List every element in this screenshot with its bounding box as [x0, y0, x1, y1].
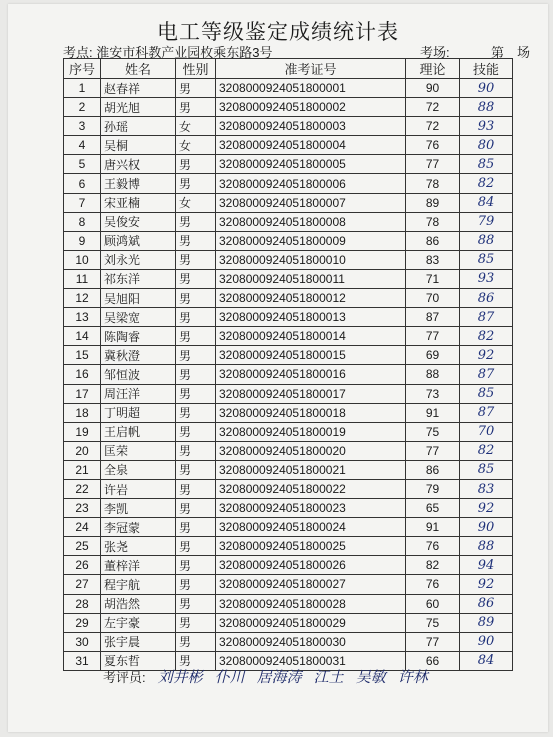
cell-index: 19: [64, 422, 101, 441]
cell-name: 祁东洋: [101, 269, 176, 288]
cell-skill-score: 88: [460, 231, 513, 250]
cell-gender: 男: [176, 632, 216, 651]
table-row: [64, 308, 513, 327]
header-gender: 性别: [176, 59, 216, 79]
examiner-label: 考评员:: [103, 670, 146, 685]
cell-ticket-number: 3208000924051800002: [216, 98, 406, 117]
cell-ticket-number: 3208000924051800017: [216, 384, 406, 403]
page-title: 电工等级鉴定成绩统计表: [157, 21, 399, 44]
cell-gender: 男: [176, 155, 216, 174]
cell-name: 宋亚楠: [101, 193, 176, 212]
cell-gender: 男: [176, 174, 216, 193]
cell-skill-score: 87: [460, 308, 513, 327]
cell-ticket-number: 3208000924051800020: [216, 441, 406, 460]
exam-room-value: 第 场: [490, 45, 530, 60]
table-row: [64, 594, 513, 613]
cell-gender: 男: [176, 460, 216, 479]
cell-index: 13: [64, 308, 101, 327]
cell-skill-score: 93: [460, 269, 513, 288]
cell-gender: 男: [176, 499, 216, 518]
cell-gender: 女: [176, 117, 216, 136]
cell-index: 28: [64, 594, 101, 613]
cell-ticket-number: 3208000924051800029: [216, 613, 406, 632]
cell-index: 6: [64, 174, 101, 193]
table-row: [64, 250, 513, 269]
cell-gender: 男: [176, 651, 216, 670]
cell-gender: 男: [176, 556, 216, 575]
table-body: [64, 79, 513, 671]
cell-gender: 男: [176, 98, 216, 117]
cell-index: 29: [64, 613, 101, 632]
cell-gender: 男: [176, 537, 216, 556]
table-row: [64, 613, 513, 632]
cell-gender: 男: [176, 365, 216, 384]
table-row: [64, 632, 513, 651]
cell-theory-score: 82: [406, 556, 460, 575]
cell-skill-score: 90: [460, 632, 513, 651]
cell-ticket-number: 3208000924051800024: [216, 518, 406, 537]
table-row: [64, 441, 513, 460]
cell-theory-score: 76: [406, 136, 460, 155]
cell-index: 22: [64, 479, 101, 498]
table-row: [64, 346, 513, 365]
cell-name: 胡浩然: [101, 594, 176, 613]
cell-name: 左宇豪: [101, 613, 176, 632]
cell-theory-score: 88: [406, 365, 460, 384]
cell-gender: 男: [176, 613, 216, 632]
table-row: [64, 327, 513, 346]
cell-index: 8: [64, 212, 101, 231]
cell-name: 张宇晨: [101, 632, 176, 651]
signature: 许林: [397, 668, 428, 686]
cell-ticket-number: 3208000924051800027: [216, 575, 406, 594]
cell-ticket-number: 3208000924051800008: [216, 212, 406, 231]
cell-index: 30: [64, 632, 101, 651]
cell-name: 李冠蒙: [101, 518, 176, 537]
cell-name: 邹恒波: [101, 365, 176, 384]
header-name: 姓名: [101, 59, 176, 79]
cell-skill-score: 94: [460, 556, 513, 575]
header-theory: 理论: [406, 59, 460, 79]
cell-ticket-number: 3208000924051800030: [216, 632, 406, 651]
cell-index: 15: [64, 346, 101, 365]
cell-skill-score: 88: [460, 98, 513, 117]
cell-name: 冀秋澄: [101, 346, 176, 365]
table-row: [64, 403, 513, 422]
cell-index: 12: [64, 289, 101, 308]
table-row: [64, 365, 513, 384]
cell-theory-score: 60: [406, 594, 460, 613]
cell-ticket-number: 3208000924051800014: [216, 327, 406, 346]
cell-name: 程宇航: [101, 575, 176, 594]
cell-index: 14: [64, 327, 101, 346]
signature: 仆川: [214, 668, 245, 686]
cell-skill-score: 86: [460, 594, 513, 613]
cell-theory-score: 72: [406, 117, 460, 136]
cell-gender: 男: [176, 269, 216, 288]
cell-theory-score: 77: [406, 327, 460, 346]
cell-theory-score: 83: [406, 250, 460, 269]
cell-skill-score: 85: [460, 155, 513, 174]
cell-gender: 男: [176, 308, 216, 327]
cell-ticket-number: 3208000924051800022: [216, 479, 406, 498]
exam-site: 考点: 淮安市科教产业园枚乘东路3号: [63, 45, 273, 60]
cell-index: 31: [64, 651, 101, 670]
cell-index: 9: [64, 231, 101, 250]
table-header-row: [64, 59, 513, 79]
cell-theory-score: 65: [406, 499, 460, 518]
table-row: [64, 556, 513, 575]
cell-skill-score: 82: [460, 441, 513, 460]
score-table: [63, 58, 513, 671]
cell-ticket-number: 3208000924051800026: [216, 556, 406, 575]
exam-room-label: 考场:: [420, 45, 450, 60]
cell-name: 胡光旭: [101, 98, 176, 117]
cell-gender: 男: [176, 289, 216, 308]
cell-name: 陈陶睿: [101, 327, 176, 346]
cell-gender: 男: [176, 441, 216, 460]
cell-theory-score: 75: [406, 613, 460, 632]
cell-ticket-number: 3208000924051800009: [216, 231, 406, 250]
cell-theory-score: 89: [406, 193, 460, 212]
cell-gender: 男: [176, 384, 216, 403]
cell-ticket-number: 3208000924051800013: [216, 308, 406, 327]
cell-name: 夏东哲: [101, 651, 176, 670]
cell-theory-score: 91: [406, 518, 460, 537]
cell-name: 张尧: [101, 537, 176, 556]
signature: 江土: [313, 668, 344, 686]
signature: 刘井彬: [157, 668, 203, 686]
cell-skill-score: 84: [460, 651, 513, 670]
cell-index: 2: [64, 98, 101, 117]
cell-theory-score: 87: [406, 308, 460, 327]
cell-gender: 男: [176, 518, 216, 537]
table-row: [64, 174, 513, 193]
cell-name: 周汪洋: [101, 384, 176, 403]
cell-skill-score: 85: [460, 250, 513, 269]
cell-index: 17: [64, 384, 101, 403]
cell-skill-score: 70: [460, 422, 513, 441]
cell-gender: 女: [176, 136, 216, 155]
table-row: [64, 575, 513, 594]
cell-skill-score: 90: [460, 518, 513, 537]
cell-name: 匡荣: [101, 441, 176, 460]
cell-theory-score: 76: [406, 537, 460, 556]
cell-ticket-number: 3208000924051800011: [216, 269, 406, 288]
cell-skill-score: 88: [460, 537, 513, 556]
table-row: [64, 289, 513, 308]
cell-index: 25: [64, 537, 101, 556]
cell-ticket-number: 3208000924051800019: [216, 422, 406, 441]
cell-skill-score: 92: [460, 499, 513, 518]
cell-gender: 男: [176, 250, 216, 269]
table-row: [64, 231, 513, 250]
cell-skill-score: 87: [460, 403, 513, 422]
table-row: [64, 499, 513, 518]
cell-name: 董梓洋: [101, 556, 176, 575]
table-row: [64, 479, 513, 498]
cell-index: 16: [64, 365, 101, 384]
cell-theory-score: 77: [406, 632, 460, 651]
cell-theory-score: 78: [406, 212, 460, 231]
examiner-footer: [103, 666, 428, 687]
cell-name: 吴俊安: [101, 212, 176, 231]
cell-ticket-number: 3208000924051800007: [216, 193, 406, 212]
cell-index: 20: [64, 441, 101, 460]
cell-name: 刘永光: [101, 250, 176, 269]
cell-skill-score: 84: [460, 193, 513, 212]
cell-index: 18: [64, 403, 101, 422]
cell-gender: 男: [176, 403, 216, 422]
cell-skill-score: 83: [460, 479, 513, 498]
cell-theory-score: 72: [406, 98, 460, 117]
cell-index: 11: [64, 269, 101, 288]
cell-gender: 男: [176, 231, 216, 250]
table-row: [64, 518, 513, 537]
table-row: [64, 422, 513, 441]
cell-ticket-number: 3208000924051800004: [216, 136, 406, 155]
cell-ticket-number: 3208000924051800018: [216, 403, 406, 422]
cell-index: 27: [64, 575, 101, 594]
table-row: [64, 193, 513, 212]
table-row: [64, 117, 513, 136]
cell-index: 21: [64, 460, 101, 479]
cell-index: 5: [64, 155, 101, 174]
score-sheet: [8, 4, 548, 732]
cell-skill-score: 87: [460, 365, 513, 384]
cell-skill-score: 82: [460, 327, 513, 346]
cell-name: 赵春祥: [101, 79, 176, 98]
cell-index: 3: [64, 117, 101, 136]
cell-index: 10: [64, 250, 101, 269]
cell-name: 全泉: [101, 460, 176, 479]
cell-ticket-number: 3208000924051800015: [216, 346, 406, 365]
cell-index: 24: [64, 518, 101, 537]
cell-skill-score: 85: [460, 384, 513, 403]
cell-skill-score: 92: [460, 346, 513, 365]
cell-ticket-number: 3208000924051800010: [216, 250, 406, 269]
cell-ticket-number: 3208000924051800031: [216, 651, 406, 670]
table-row: [64, 136, 513, 155]
cell-name: 孙瑶: [101, 117, 176, 136]
table-row: [64, 98, 513, 117]
cell-theory-score: 91: [406, 403, 460, 422]
cell-ticket-number: 3208000924051800005: [216, 155, 406, 174]
cell-skill-score: 80: [460, 136, 513, 155]
table-row: [64, 79, 513, 98]
cell-theory-score: 78: [406, 174, 460, 193]
cell-index: 7: [64, 193, 101, 212]
table-row: [64, 212, 513, 231]
table-row: [64, 155, 513, 174]
cell-theory-score: 77: [406, 441, 460, 460]
cell-skill-score: 93: [460, 117, 513, 136]
table-row: [64, 384, 513, 403]
header-ticket-number: 准考证号: [216, 59, 406, 79]
cell-ticket-number: 3208000924051800001: [216, 79, 406, 98]
cell-gender: 男: [176, 594, 216, 613]
header-skill: 技能: [460, 59, 513, 79]
header-index: 序号: [64, 59, 101, 79]
cell-theory-score: 69: [406, 346, 460, 365]
cell-name: 许岩: [101, 479, 176, 498]
cell-skill-score: 86: [460, 289, 513, 308]
cell-theory-score: 70: [406, 289, 460, 308]
cell-gender: 男: [176, 79, 216, 98]
cell-skill-score: 85: [460, 460, 513, 479]
cell-name: 顾鸿斌: [101, 231, 176, 250]
cell-name: 吴梁宽: [101, 308, 176, 327]
cell-name: 李凯: [101, 499, 176, 518]
cell-skill-score: 89: [460, 613, 513, 632]
cell-ticket-number: 3208000924051800021: [216, 460, 406, 479]
cell-skill-score: 82: [460, 174, 513, 193]
cell-gender: 男: [176, 575, 216, 594]
cell-gender: 男: [176, 346, 216, 365]
cell-gender: 女: [176, 193, 216, 212]
cell-index: 23: [64, 499, 101, 518]
cell-gender: 男: [176, 479, 216, 498]
cell-theory-score: 86: [406, 231, 460, 250]
cell-skill-score: 92: [460, 575, 513, 594]
cell-index: 1: [64, 79, 101, 98]
signature: 居海涛: [256, 668, 302, 686]
cell-ticket-number: 3208000924051800016: [216, 365, 406, 384]
cell-theory-score: 86: [406, 460, 460, 479]
cell-ticket-number: 3208000924051800012: [216, 289, 406, 308]
cell-name: 吴旭阳: [101, 289, 176, 308]
table-row: [64, 269, 513, 288]
cell-theory-score: 66: [406, 651, 460, 670]
cell-index: 26: [64, 556, 101, 575]
cell-theory-score: 71: [406, 269, 460, 288]
cell-theory-score: 90: [406, 79, 460, 98]
cell-skill-score: 79: [460, 212, 513, 231]
cell-gender: 男: [176, 422, 216, 441]
cell-ticket-number: 3208000924051800025: [216, 537, 406, 556]
cell-theory-score: 77: [406, 155, 460, 174]
cell-ticket-number: 3208000924051800028: [216, 594, 406, 613]
cell-ticket-number: 3208000924051800003: [216, 117, 406, 136]
table-row: [64, 460, 513, 479]
signature: 吴敏: [355, 668, 386, 686]
cell-skill-score: 90: [460, 79, 513, 98]
cell-ticket-number: 3208000924051800023: [216, 499, 406, 518]
cell-theory-score: 76: [406, 575, 460, 594]
cell-gender: 男: [176, 327, 216, 346]
cell-ticket-number: 3208000924051800006: [216, 174, 406, 193]
cell-name: 丁明超: [101, 403, 176, 422]
table-row: [64, 537, 513, 556]
cell-theory-score: 75: [406, 422, 460, 441]
cell-name: 王启帆: [101, 422, 176, 441]
cell-theory-score: 73: [406, 384, 460, 403]
cell-index: 4: [64, 136, 101, 155]
cell-theory-score: 79: [406, 479, 460, 498]
cell-name: 唐兴权: [101, 155, 176, 174]
cell-name: 吴桐: [101, 136, 176, 155]
cell-gender: 男: [176, 212, 216, 231]
cell-name: 王毅博: [101, 174, 176, 193]
